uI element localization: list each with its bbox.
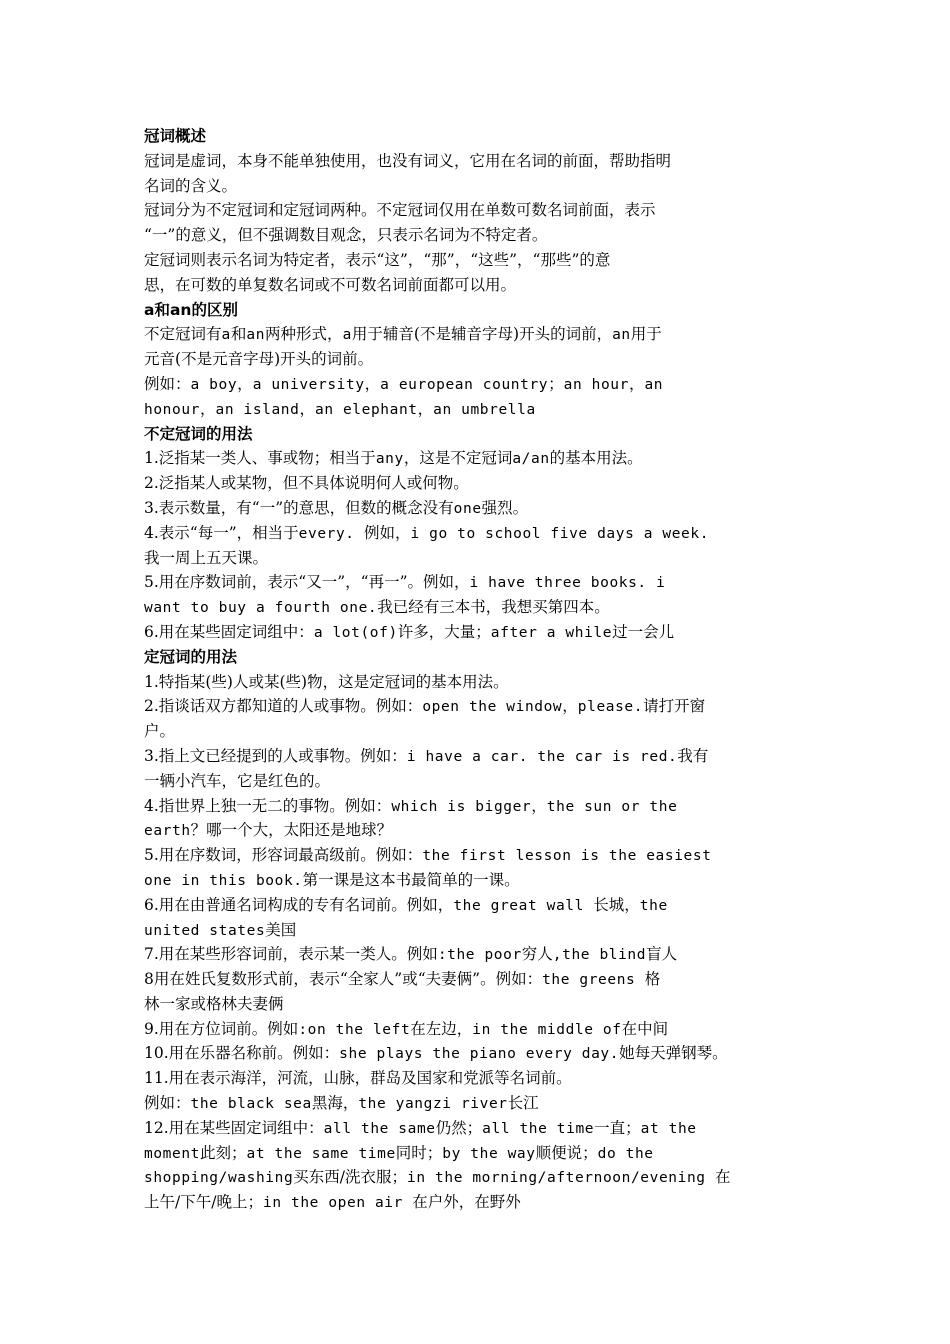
- text-line: 5.用在序数词，形容词最高级前。例如：the first lesson is the easiest: [144, 846, 712, 865]
- text-line: 12.用在某些固定词组中：all the same仍然；all the time一直；at the: [144, 1118, 697, 1137]
- text-line: 11.用在表示海洋，河流，山脉，群岛及国家和党派等名词前。: [144, 1069, 572, 1088]
- text-line: 7.用在某些形容词前，表示某一类人。例如:the poor穷人,the blind盲人: [144, 945, 678, 964]
- text-line: 5.用在序数词前，表示“又一”，“再一”。例如，i have three books. i: [144, 573, 666, 592]
- text-line: 我一周上五天课。: [144, 548, 269, 567]
- text-line: moment此刻；at the same time同时；by the way顺便说；do the: [144, 1143, 654, 1162]
- text-line: earth？哪一个大，太阳还是地球？: [144, 821, 393, 840]
- text-line: united states美国: [144, 920, 297, 939]
- text-line: 冠词分为不定冠词和定冠词两种。不定冠词仅用在单数可数名词前面，表示: [144, 201, 656, 220]
- text-line: one in this book.第一课是这本书最简单的一课。: [144, 870, 520, 889]
- text-line: 8用在姓氏复数形式前，表示“全家人”或“夫妻俩”。例如：the greens 格: [144, 970, 661, 989]
- text-line: 6.用在由普通名词构成的专有名词前。例如，the great wall 长城，the: [144, 895, 668, 914]
- text-line: 思，在可数的单复数名词或不可数名词前面都可以用。: [144, 275, 517, 294]
- text-line: 例如：the black sea黑海，the yangzi river长江: [144, 1094, 539, 1113]
- text-line: “一”的意义，但不强调数目观念，只表示名词为不特定者。: [144, 226, 548, 245]
- text-line: 4.表示“每一”，相当于every. 例如，i go to school five days a week.: [144, 523, 710, 542]
- text-line: 例如：a boy，a university，a european country；an hour，an: [144, 374, 664, 393]
- text-line: 名词的含义。: [144, 176, 238, 195]
- text-line: 6.用在某些固定词组中：a lot(of)许多，大量；after a while过一会儿: [144, 622, 675, 641]
- text-line: 定冠词则表示名词为特定者，表示“这”，“那”，“这些”，“那些”的意: [144, 250, 611, 269]
- section-heading: 不定冠词的用法: [144, 424, 253, 443]
- text-line: 户。: [144, 722, 176, 741]
- document-body: [144, 124, 814, 1215]
- text-line: 林一家或格林夫妻俩: [144, 994, 284, 1013]
- text-line: 元音(不是元音字母)开头的词前。: [144, 350, 374, 369]
- text-line: 1.特指某(些)人或某(些)物，这是定冠词的基本用法。: [144, 672, 509, 691]
- text-line: 2.泛指某人或某物，但不具体说明何人或何物。: [144, 474, 469, 493]
- text-line: 4.指世界上独一无二的事物。例如：which is bigger，the sun or the: [144, 796, 678, 815]
- text-line: 一辆小汽车，它是红色的。: [144, 771, 331, 790]
- text-line: want to buy a fourth one.我已经有三本书，我想买第四本。: [144, 598, 610, 617]
- section-heading: 定冠词的用法: [144, 647, 238, 666]
- text-line: shopping/washing买东西/洗衣服；in the morning/afternoon/evening 在: [144, 1168, 731, 1187]
- text-line: 9.用在方位词前。例如:on the left在左边，in the middle of在中间: [144, 1019, 669, 1038]
- text-line: 不定冠词有a和an两种形式，a用于辅音(不是辅音字母)开头的词前，an用于: [144, 325, 662, 344]
- text-line: honour，an island，an elephant，an umbrella: [144, 399, 536, 418]
- section-heading: a和an的区别: [144, 300, 238, 319]
- text-line: 10.用在乐器名称前。例如：she plays the piano every day.她每天弹钢琴。: [144, 1044, 728, 1063]
- text-line: 冠词是虚词，本身不能单独使用，也没有词义，它用在名词的前面，帮助指明: [144, 151, 672, 170]
- text-line: 1.泛指某一类人、事或物；相当于any，这是不定冠词a/an的基本用法。: [144, 449, 643, 468]
- section-heading: 冠词概述: [144, 127, 207, 145]
- text-line: 上午/下午/晚上；in the open air 在户外，在野外: [144, 1193, 521, 1212]
- text-line: 3.表示数量，有“一”的意思，但数的概念没有one强烈。: [144, 498, 529, 517]
- text-line: 3.指上文已经提到的人或事物。例如：i have a car. the car is red.我有: [144, 746, 709, 765]
- text-line: 2.指谈话双方都知道的人或事物。例如：open the window，please.请打开窗: [144, 697, 706, 716]
